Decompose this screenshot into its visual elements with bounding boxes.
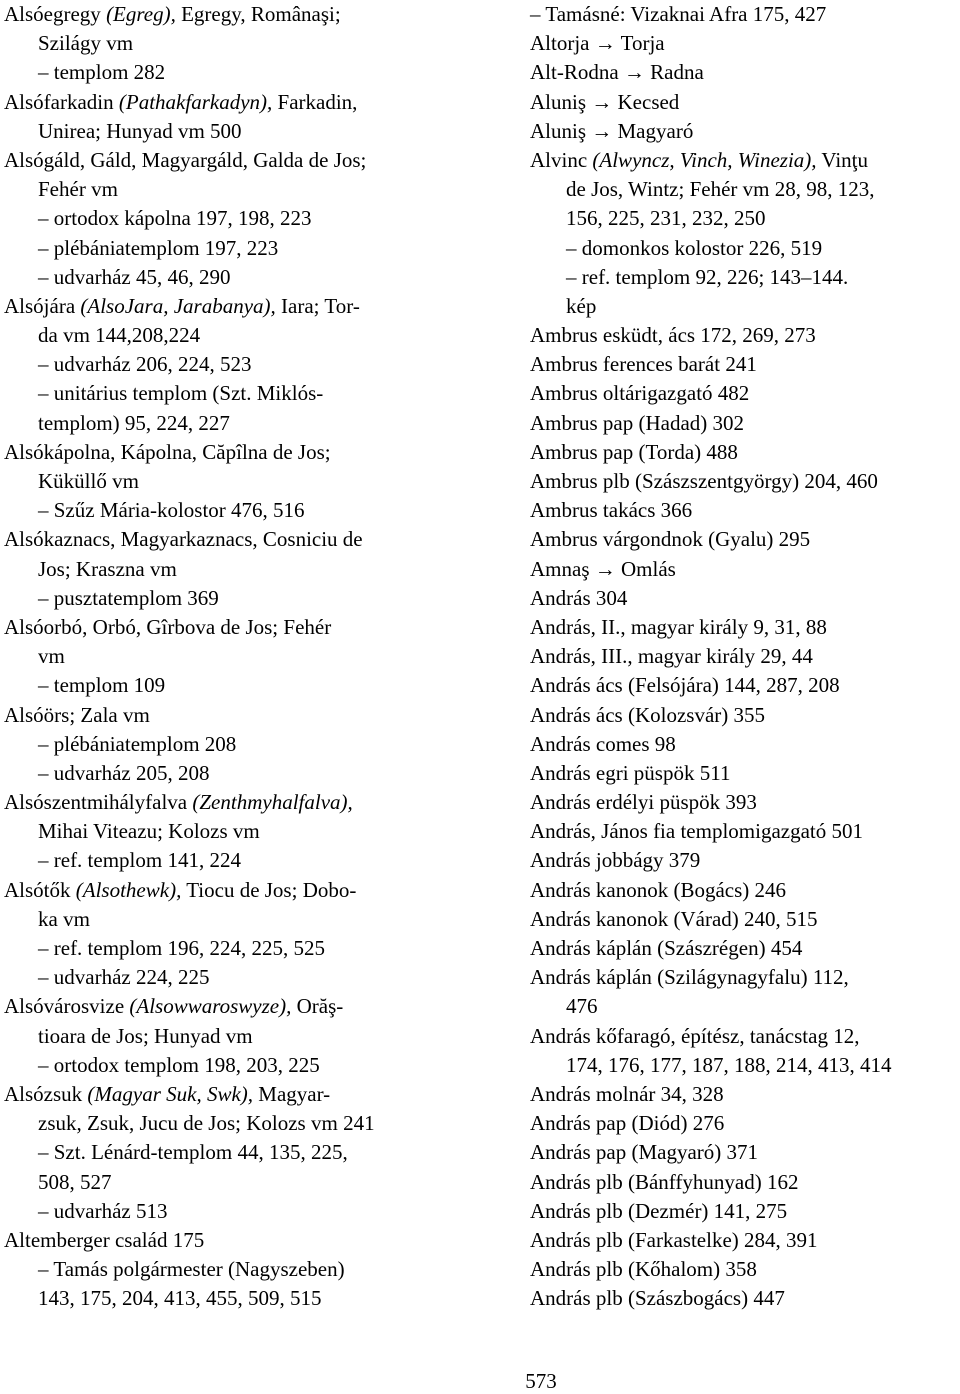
index-text: Mihai Viteazu; Kolozs vm — [38, 819, 260, 844]
index-text: András plb (Kőhalom) 358 — [530, 1257, 757, 1282]
index-line — [4, 146, 474, 175]
index-text: Jos; Kraszna vm — [38, 556, 177, 581]
index-text: András káplán (Szászrégen) 454 — [530, 936, 803, 960]
index-text: András kanonok (Várad) 240, 515 — [530, 906, 818, 931]
index-text: Aluniş → Magyaró — [530, 118, 694, 143]
index-text: András ács (Kolozsvár) 355 — [530, 702, 766, 727]
index-line — [4, 88, 474, 117]
index-text: Alsójára — [4, 293, 81, 318]
index-text: Alsófarkadin — [4, 89, 119, 114]
index-text: Unirea; Hunyad vm 500 — [38, 118, 242, 143]
index-variant-names: (Magyar Suk, Swk), — [87, 1081, 254, 1106]
index-text: Ambrus pap (Torda) 488 — [530, 439, 738, 464]
index-line — [530, 555, 960, 584]
index-text: – domonkos kolostor 226, 519 — [566, 235, 823, 260]
index-text: Ambrus ferences barát 241 — [530, 352, 757, 377]
index-line — [4, 263, 474, 292]
index-line — [4, 292, 474, 321]
index-text: – Szt. Lénárd-templom 44, 135, 225, — [38, 1140, 348, 1165]
index-text: – udvarház 45, 46, 290 — [38, 264, 231, 289]
index-line — [530, 1080, 960, 1109]
index-line — [4, 117, 474, 146]
index-line — [530, 759, 960, 788]
index-line — [530, 234, 960, 263]
index-variant-names: (Alwyncz, Vinch, Winezia), — [592, 147, 817, 172]
index-text: András plb (Dezmér) 141, 275 — [530, 1198, 788, 1223]
index-text: Alsógáld, Gáld, Magyargáld, Galda de Jos; — [4, 147, 367, 172]
index-line — [530, 1051, 960, 1080]
index-text: Alsószentmihályfalva — [4, 790, 193, 815]
index-line — [530, 934, 960, 963]
index-line — [4, 584, 474, 613]
index-text: Ambrus pap (Hadad) 302 — [530, 410, 745, 435]
index-line — [4, 438, 474, 467]
index-text: Alsótők — [4, 877, 76, 902]
index-column-right — [530, 0, 960, 1313]
index-line — [4, 234, 474, 263]
index-text: tioara de Jos; Hunyad vm — [38, 1023, 253, 1048]
index-column-left — [4, 0, 474, 1313]
index-text: Iara; Tor- — [275, 293, 360, 318]
index-text: Magyar- — [253, 1081, 331, 1106]
index-line — [4, 963, 474, 992]
index-line — [530, 1226, 960, 1255]
index-text: Alsókaznacs, Magyarkaznacs, Cosniciu de — [4, 527, 363, 552]
index-text: – unitárius templom (Szt. Miklós- — [38, 381, 324, 406]
index-line — [4, 846, 474, 875]
index-line — [530, 175, 960, 204]
index-text: templom) 95, 224, 227 — [38, 410, 230, 435]
index-text: da vm 144,208,224 — [38, 323, 201, 348]
index-text: Fehér vm — [38, 177, 118, 202]
index-line — [530, 613, 960, 642]
index-line — [530, 701, 960, 730]
index-line — [530, 525, 960, 554]
index-text: András, III., magyar király 29, 44 — [530, 644, 813, 669]
index-text: András, János fia templomigazgató 501 — [530, 819, 864, 844]
index-variant-names: (Zenthmyhalfalva), — [192, 790, 353, 815]
index-line — [530, 438, 960, 467]
index-line — [530, 117, 960, 146]
index-text: 476 — [566, 994, 598, 1019]
index-text: Aluniş → Kecsed — [530, 89, 680, 114]
index-text: Ambrus oltárigazgató 482 — [530, 381, 750, 406]
index-text: Ambrus plb (Szászszentgyörgy) 204, 460 — [530, 469, 878, 493]
index-text: András molnár 34, 328 — [530, 1081, 724, 1106]
index-text: Alsókápolna, Kápolna, Căpîlna de Jos; — [4, 439, 331, 464]
index-text: Ambrus esküdt, ács 172, 269, 273 — [530, 323, 816, 348]
index-line — [530, 29, 960, 58]
index-text: – ref. templom 196, 224, 225, 525 — [38, 936, 325, 960]
index-line — [530, 350, 960, 379]
index-text: 508, 527 — [38, 1169, 112, 1194]
index-text: András erdélyi püspök 393 — [530, 790, 757, 815]
index-line — [4, 1197, 474, 1226]
index-line — [530, 730, 960, 759]
index-text: Farkadin, — [272, 89, 358, 114]
index-text: András jobbágy 379 — [530, 848, 701, 873]
index-line — [4, 701, 474, 730]
index-line — [530, 1284, 960, 1313]
index-line — [530, 992, 960, 1021]
index-text: – ref. templom 141, 224 — [38, 848, 241, 873]
index-line — [530, 1168, 960, 1197]
index-line — [530, 963, 960, 992]
index-variant-names: (Alsothewk), — [75, 877, 182, 902]
index-line — [4, 1284, 474, 1313]
index-line — [530, 1255, 960, 1284]
index-text: András plb (Farkastelke) 284, 391 — [530, 1227, 818, 1252]
index-line — [530, 1197, 960, 1226]
index-line — [530, 379, 960, 408]
index-line — [4, 876, 474, 905]
index-line — [530, 321, 960, 350]
index-line — [4, 175, 474, 204]
index-text: – Tamás polgármester (Nagyszeben) — [38, 1257, 345, 1282]
index-line — [530, 146, 960, 175]
index-line — [4, 555, 474, 584]
index-text: – templom 109 — [38, 673, 166, 698]
index-line — [4, 817, 474, 846]
index-text: – plébániatemplom 208 — [38, 731, 237, 756]
index-line — [4, 1138, 474, 1167]
index-line — [530, 204, 960, 233]
index-line — [4, 29, 474, 58]
index-text: Egregy, Românaşi; — [175, 2, 341, 26]
index-line — [530, 817, 960, 846]
index-text: kép — [566, 293, 597, 318]
index-text: – ortodox kápolna 197, 198, 223 — [38, 206, 312, 231]
index-line — [530, 905, 960, 934]
index-text: Altemberger család 175 — [4, 1227, 205, 1252]
index-line — [4, 496, 474, 525]
index-line — [4, 379, 474, 408]
index-line — [4, 1051, 474, 1080]
index-text: – udvarház 513 — [38, 1198, 168, 1223]
index-line — [4, 525, 474, 554]
index-line — [4, 1226, 474, 1255]
index-text: Amnaş → Omlás — [530, 556, 676, 581]
index-line — [4, 1109, 474, 1138]
index-text: de Jos, Wintz; Fehér vm 28, 98, 123, — [566, 177, 875, 202]
page-number: 573 — [525, 1369, 557, 1393]
index-text: András plb (Bánffyhunyad) 162 — [530, 1169, 799, 1194]
index-line — [4, 759, 474, 788]
index-line — [4, 671, 474, 700]
index-text: – pusztatemplom 369 — [38, 585, 219, 610]
index-text: Vinţu — [816, 147, 868, 172]
index-text: 143, 175, 204, 413, 455, 509, 515 — [38, 1286, 322, 1311]
index-line — [530, 1022, 960, 1051]
index-line — [530, 0, 960, 29]
index-line — [4, 1080, 474, 1109]
index-line — [530, 584, 960, 613]
index-line — [4, 321, 474, 350]
index-line — [4, 905, 474, 934]
index-variant-names: (Pathakfarkadyn), — [118, 89, 273, 114]
index-text: Alsózsuk — [4, 1081, 88, 1106]
index-line — [530, 1109, 960, 1138]
index-text: Alsóvárosvize — [4, 994, 130, 1019]
index-text: Alvinc — [530, 147, 593, 172]
index-line — [4, 0, 474, 29]
index-text: – udvarház 205, 208 — [38, 760, 210, 785]
index-text: – ortodox templom 198, 203, 225 — [38, 1052, 320, 1077]
index-text: 156, 225, 231, 232, 250 — [566, 206, 766, 231]
index-text: zsuk, Zsuk, Jucu de Jos; Kolozs vm 241 — [38, 1111, 375, 1136]
index-line — [530, 409, 960, 438]
index-text: – ref. templom 92, 226; 143–144. — [566, 264, 849, 289]
index-text: Orăş- — [291, 994, 344, 1019]
index-text: – Szűz Mária-kolostor 476, 516 — [38, 498, 305, 523]
index-text: András 304 — [530, 585, 628, 610]
index-line — [530, 671, 960, 700]
index-text: Tiocu de Jos; Dobo- — [181, 877, 357, 902]
index-text: Alsóegregy — [4, 2, 107, 26]
index-text: András plb (Szászbogács) 447 — [530, 1286, 785, 1311]
index-line — [4, 934, 474, 963]
index-text: Altorja → Torja — [530, 31, 665, 56]
index-text: – udvarház 206, 224, 523 — [38, 352, 252, 377]
index-line — [530, 467, 960, 496]
index-line — [530, 846, 960, 875]
index-text: András comes 98 — [530, 731, 676, 756]
index-variant-names: (Alsowwaroswyze), — [129, 994, 292, 1019]
index-line — [4, 613, 474, 642]
index-text: Alsóorbó, Orbó, Gîrbova de Jos; Fehér — [4, 614, 332, 639]
index-line — [530, 788, 960, 817]
index-line — [4, 1255, 474, 1284]
index-line — [4, 730, 474, 759]
index-line — [4, 409, 474, 438]
index-line — [4, 467, 474, 496]
index-text: – Tamásné: Vizaknai Afra 175, 427 — [530, 2, 827, 26]
index-text: 174, 176, 177, 187, 188, 214, 413, 414 — [566, 1052, 892, 1077]
index-text: – plébániatemplom 197, 223 — [38, 235, 279, 260]
index-line — [4, 58, 474, 87]
index-variant-names: (AlsoJara, Jarabanya), — [80, 293, 276, 318]
index-line — [4, 1168, 474, 1197]
index-line — [530, 88, 960, 117]
index-line — [4, 350, 474, 379]
index-variant-names: (Egreg), — [106, 2, 176, 26]
index-text: ka vm — [38, 906, 90, 931]
index-text: András kőfaragó, építész, tanácstag 12, — [530, 1023, 860, 1048]
index-line — [530, 642, 960, 671]
index-line — [530, 1138, 960, 1167]
index-text: András pap (Magyaró) 371 — [530, 1140, 759, 1165]
index-line — [530, 496, 960, 525]
index-text: Alt-Rodna → Radna — [530, 60, 704, 85]
index-line — [530, 292, 960, 321]
index-text: András ács (Felsójára) 144, 287, 208 — [530, 673, 840, 698]
index-line — [4, 642, 474, 671]
index-text: Küküllő vm — [38, 469, 139, 493]
index-text: vm — [38, 644, 65, 669]
index-text: András káplán (Szilágynagyfalu) 112, — [530, 965, 849, 990]
index-line — [4, 204, 474, 233]
index-line — [4, 1022, 474, 1051]
index-line — [530, 876, 960, 905]
index-text: András egri püspök 511 — [530, 760, 731, 785]
index-text: Ambrus várgondnok (Gyalu) 295 — [530, 527, 811, 552]
index-line — [530, 58, 960, 87]
index-line — [4, 992, 474, 1021]
index-text: Ambrus takács 366 — [530, 498, 693, 523]
index-text: – udvarház 224, 225 — [38, 965, 210, 990]
index-line — [530, 263, 960, 292]
index-line — [4, 788, 474, 817]
index-text: András kanonok (Bogács) 246 — [530, 877, 787, 902]
index-text: – templom 282 — [38, 60, 166, 85]
index-text: András pap (Diód) 276 — [530, 1111, 725, 1136]
index-text: Szilágy vm — [38, 31, 134, 56]
index-text: András, II., magyar király 9, 31, 88 — [530, 614, 827, 639]
index-text: Alsóörs; Zala vm — [4, 702, 150, 727]
